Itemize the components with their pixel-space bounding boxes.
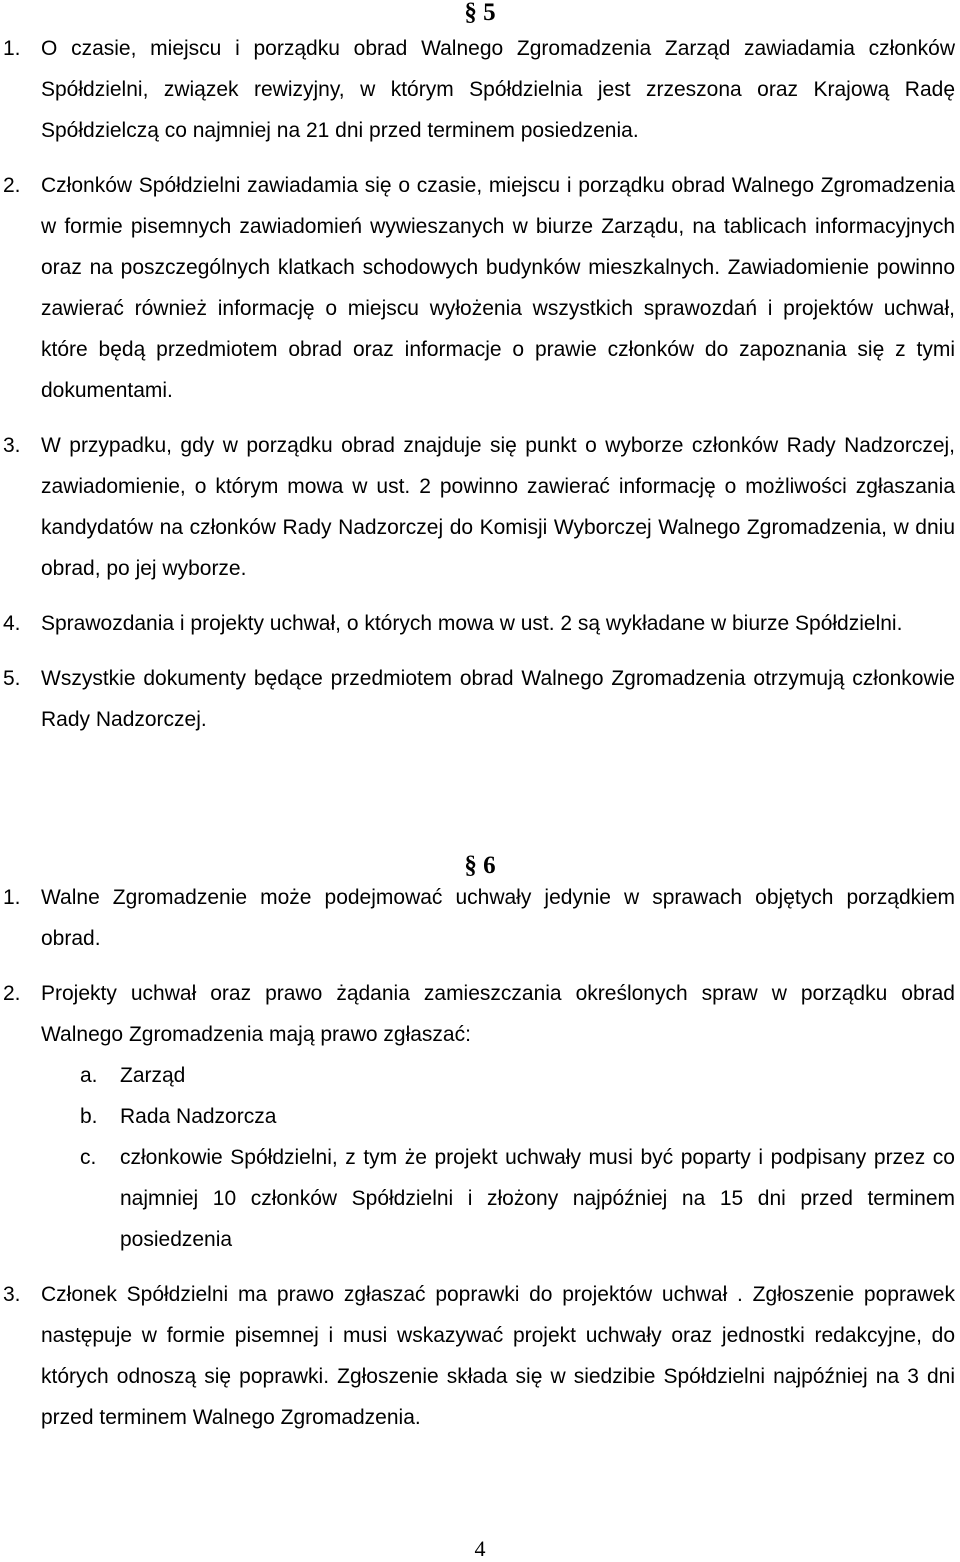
list-item <box>0 973 960 1260</box>
list-item <box>0 658 960 740</box>
list-item <box>0 603 960 644</box>
item-number: 4. <box>3 612 21 635</box>
list-item <box>0 1274 960 1438</box>
sub-item-text: Rada Nadzorcza <box>120 1105 277 1128</box>
section-5-list <box>0 28 960 754</box>
sub-list-item <box>80 1055 955 1096</box>
item-text: Członków Spółdzielni zawiadamia się o czasie, miejscu i porządku obrad Walnego Zgromadzenia w formie pisemnych zawiadomień wywieszanych w biurze Zarządu, na tablicach informacyjnych oraz na poszczególnych klatkach schodowych budynków mieszkalnych. Zawiadomienie powinno zawierać również informację o miejscu wyłożenia wszystkich sprawozdań i projektów uchwał, które będą przedmiotem obrad oraz informacje o prawie członków do zapoznania się z tymi dokumentami. <box>41 174 955 402</box>
section-6-heading: § 6 <box>464 852 496 879</box>
page-number: 4 <box>474 1536 486 1561</box>
sub-list-item <box>80 1096 955 1137</box>
item-text: Projekty uchwał oraz prawo żądania zamieszczania określonych spraw w porządku obrad Walnego Zgromadzenia mają prawo zgłaszać: <box>41 982 955 1046</box>
item-text: W przypadku, gdy w porządku obrad znajduje się punkt o wyborze członków Rady Nadzorczej, zawiadomienie, o którym mowa w ust. 2 powinno zawierać informację o możliwości zgłaszania kandydatów na członków Rady Nadzorczej do Komisji Wyborczej Walnego Zgromadzenia, w dniu obrad, po jej wyborze. <box>41 434 955 580</box>
list-item <box>0 877 960 959</box>
sub-list-item <box>80 1137 955 1260</box>
item-text: Wszystkie dokumenty będące przedmiotem obrad Walnego Zgromadzenia otrzymują członkowie Rady Nadzorczej. <box>41 667 955 731</box>
item-text: Walne Zgromadzenie może podejmować uchwały jedynie w sprawach objętych porządkiem obrad. <box>41 886 955 950</box>
sub-item-letter: b. <box>80 1105 98 1128</box>
item-text: Członek Spółdzielni ma prawo zgłaszać poprawki do projektów uchwał . Zgłoszenie poprawek następuje w formie pisemnej i musi wskazywać projekt uchwały oraz jednostki redakcyjne, do których odnoszą się poprawki. Zgłoszenie składa się w siedzibie Spółdzielni najpóźniej na 3 dni przed terminem Walnego Zgromadzenia. <box>41 1283 955 1429</box>
sub-item-letter: a. <box>80 1064 98 1087</box>
item-number: 3. <box>3 1283 21 1306</box>
list-item <box>0 165 960 411</box>
section-6-list <box>0 877 960 1452</box>
item-number: 2. <box>3 174 21 197</box>
sub-item-text: członkowie Spółdzielni, z tym że projekt uchwały musi być poparty i podpisany przez co najmniej 10 członków Spółdzielni i złożony najpóźniej na 15 dni przed terminem posiedzenia <box>120 1146 955 1251</box>
sub-item-text: Zarząd <box>120 1064 186 1087</box>
item-text: Sprawozdania i projekty uchwał, o których mowa w ust. 2 są wykładane w biurze Spółdzielni. <box>41 612 903 635</box>
item-number: 1. <box>3 886 21 909</box>
item-number: 2. <box>3 982 21 1005</box>
list-item <box>0 425 960 589</box>
item-number: 5. <box>3 667 21 690</box>
section-5-heading: § 5 <box>464 0 496 26</box>
item-number: 1. <box>3 37 21 60</box>
sub-list <box>80 1055 955 1260</box>
list-item <box>0 28 960 151</box>
item-number: 3. <box>3 434 21 457</box>
sub-item-letter: c. <box>80 1146 97 1169</box>
item-text: O czasie, miejscu i porządku obrad Walnego Zgromadzenia Zarząd zawiadamia członków Spółdzielni, związek rewizyjny, w którym Spółdzielnia jest zrzeszona oraz Krajową Radę Spółdzielczą co najmniej na 21 dni przed terminem posiedzenia. <box>41 37 955 142</box>
